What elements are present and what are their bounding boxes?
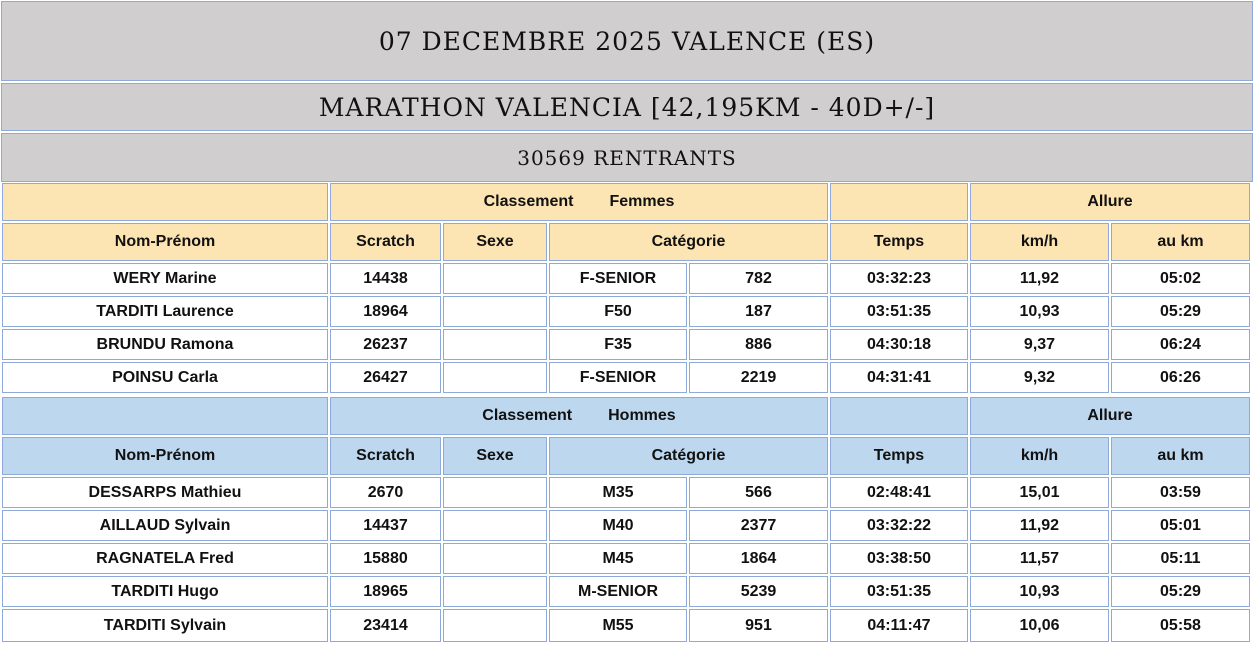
pace-per-km: 05:58 — [1111, 609, 1250, 642]
category: M45 — [549, 543, 687, 574]
category: M55 — [549, 609, 687, 642]
sexe-cell — [443, 510, 547, 541]
runner-name: POINSU Carla — [2, 362, 328, 393]
col-header-scratch: Scratch — [330, 437, 441, 475]
sexe-cell — [443, 609, 547, 642]
scratch-rank: 14437 — [330, 510, 441, 541]
runner-name: DESSARPS Mathieu — [2, 477, 328, 508]
sexe-cell — [443, 477, 547, 508]
category: F-SENIOR — [549, 362, 687, 393]
finish-time: 03:32:22 — [830, 510, 968, 541]
table-row — [2, 510, 1250, 541]
pace-per-km: 05:02 — [1111, 263, 1250, 294]
finish-time: 03:38:50 — [830, 543, 968, 574]
category: M35 — [549, 477, 687, 508]
category-rank: 782 — [689, 263, 828, 294]
speed-kmh: 11,92 — [970, 510, 1109, 541]
pace-per-km: 03:59 — [1111, 477, 1250, 508]
speed-kmh: 10,06 — [970, 609, 1109, 642]
table-row — [2, 576, 1250, 607]
category: M40 — [549, 510, 687, 541]
category-rank: 5239 — [689, 576, 828, 607]
table-row — [2, 362, 1250, 393]
speed-kmh: 11,57 — [970, 543, 1109, 574]
scratch-rank: 18964 — [330, 296, 441, 327]
men-temps-group-blank — [830, 397, 968, 435]
col-header-categorie: Catégorie — [549, 437, 828, 475]
classement-label: Classement — [483, 193, 574, 210]
speed-kmh: 11,92 — [970, 263, 1109, 294]
men-results-table — [0, 395, 1252, 644]
finish-time: 04:11:47 — [830, 609, 968, 642]
pace-per-km: 05:11 — [1111, 543, 1250, 574]
category-rank: 1864 — [689, 543, 828, 574]
finish-time: 02:48:41 — [830, 477, 968, 508]
runner-name: BRUNDU Ramona — [2, 329, 328, 360]
pace-per-km: 05:29 — [1111, 576, 1250, 607]
finish-time: 03:51:35 — [830, 576, 968, 607]
women-group-blank — [2, 183, 328, 221]
table-row — [2, 609, 1250, 642]
col-header-temps: Temps — [830, 223, 968, 261]
table-row — [2, 543, 1250, 574]
col-header-scratch: Scratch — [330, 223, 441, 261]
sexe-cell — [443, 329, 547, 360]
table-row — [2, 477, 1250, 508]
finish-time: 04:30:18 — [830, 329, 968, 360]
women-temps-group-blank — [830, 183, 968, 221]
category-rank: 2219 — [689, 362, 828, 393]
pace-per-km: 05:29 — [1111, 296, 1250, 327]
speed-kmh: 10,93 — [970, 296, 1109, 327]
sexe-cell — [443, 362, 547, 393]
scratch-rank: 26427 — [330, 362, 441, 393]
women-label: Femmes — [609, 193, 675, 210]
pace-per-km: 06:26 — [1111, 362, 1250, 393]
runner-name: TARDITI Sylvain — [2, 609, 328, 642]
category-rank: 886 — [689, 329, 828, 360]
category: F50 — [549, 296, 687, 327]
sexe-cell — [443, 296, 547, 327]
scratch-rank: 15880 — [330, 543, 441, 574]
col-header-categorie: Catégorie — [549, 223, 828, 261]
col-header-sexe: Sexe — [443, 437, 547, 475]
col-header-kmh: km/h — [970, 223, 1109, 261]
runner-name: RAGNATELA Fred — [2, 543, 328, 574]
race-title: MARATHON VALENCIA [42,195KM - 40D+/-] — [1, 83, 1253, 131]
sexe-cell — [443, 576, 547, 607]
category-rank: 951 — [689, 609, 828, 642]
col-header-nom: Nom-Prénom — [2, 437, 328, 475]
finish-time: 03:51:35 — [830, 296, 968, 327]
finish-time: 04:31:41 — [830, 362, 968, 393]
men-allure-header: Allure — [970, 397, 1250, 435]
table-row — [2, 296, 1250, 327]
men-group-blank — [2, 397, 328, 435]
scratch-rank: 23414 — [330, 609, 441, 642]
category-rank: 566 — [689, 477, 828, 508]
runner-name: WERY Marine — [2, 263, 328, 294]
col-header-sexe: Sexe — [443, 223, 547, 261]
men-classement-header — [330, 397, 828, 435]
scratch-rank: 2670 — [330, 477, 441, 508]
runner-name: TARDITI Laurence — [2, 296, 328, 327]
finish-time: 03:32:23 — [830, 263, 968, 294]
scratch-rank: 18965 — [330, 576, 441, 607]
col-header-kmh: km/h — [970, 437, 1109, 475]
scratch-rank: 26237 — [330, 329, 441, 360]
women-classement-header — [330, 183, 828, 221]
category: M-SENIOR — [549, 576, 687, 607]
pace-per-km: 05:01 — [1111, 510, 1250, 541]
women-results-table — [0, 181, 1252, 395]
classement-label: Classement — [482, 407, 573, 424]
col-header-aukm: au km — [1111, 223, 1250, 261]
table-row — [2, 329, 1250, 360]
women-allure-header: Allure — [970, 183, 1250, 221]
col-header-temps: Temps — [830, 437, 968, 475]
entrants-count: 30569 RENTRANTS — [1, 133, 1253, 182]
pace-per-km: 06:24 — [1111, 329, 1250, 360]
sexe-cell — [443, 263, 547, 294]
speed-kmh: 9,37 — [970, 329, 1109, 360]
category: F35 — [549, 329, 687, 360]
runner-name: TARDITI Hugo — [2, 576, 328, 607]
men-label: Hommes — [608, 407, 676, 424]
speed-kmh: 9,32 — [970, 362, 1109, 393]
table-row — [2, 263, 1250, 294]
col-header-nom: Nom-Prénom — [2, 223, 328, 261]
speed-kmh: 15,01 — [970, 477, 1109, 508]
runner-name: AILLAUD Sylvain — [2, 510, 328, 541]
category-rank: 2377 — [689, 510, 828, 541]
scratch-rank: 14438 — [330, 263, 441, 294]
category: F-SENIOR — [549, 263, 687, 294]
date-location-title: 07 DECEMBRE 2025 VALENCE (ES) — [1, 1, 1253, 81]
speed-kmh: 10,93 — [970, 576, 1109, 607]
sexe-cell — [443, 543, 547, 574]
col-header-aukm: au km — [1111, 437, 1250, 475]
category-rank: 187 — [689, 296, 828, 327]
